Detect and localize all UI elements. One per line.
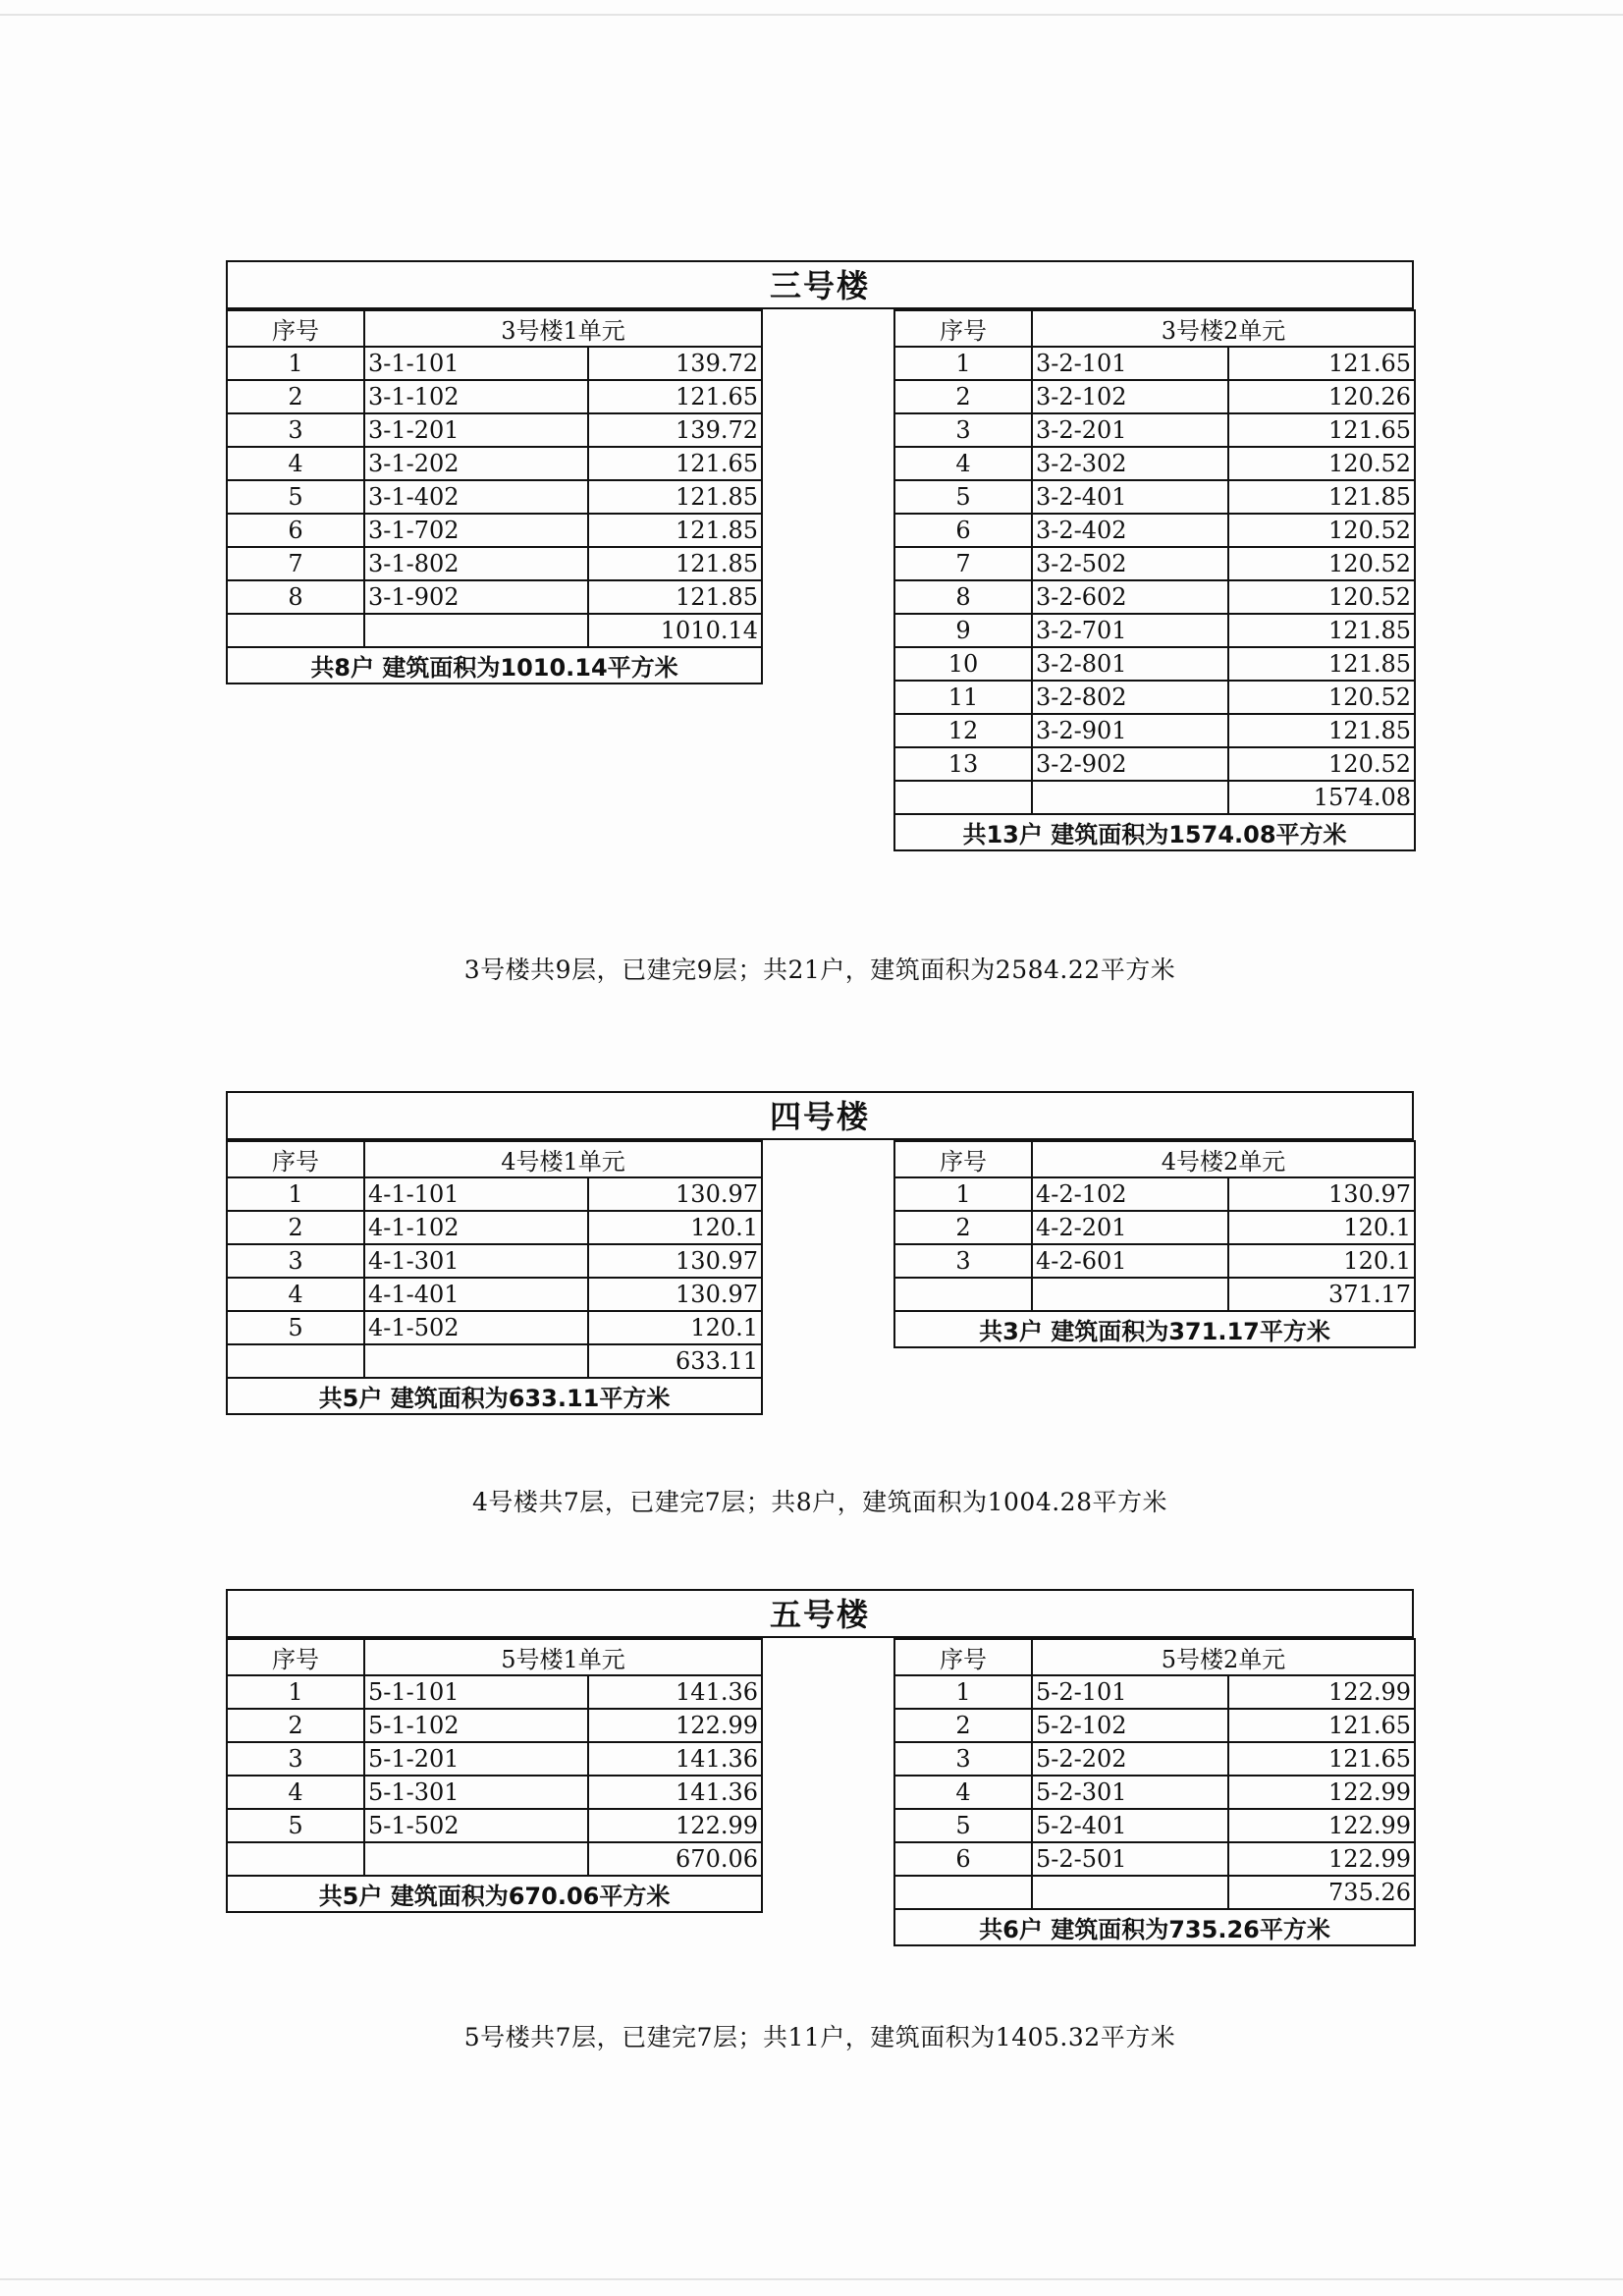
seq-cell: 1 bbox=[894, 1675, 1032, 1709]
table-row bbox=[227, 380, 762, 413]
room-cell: 5-1-301 bbox=[364, 1776, 588, 1809]
table-row bbox=[894, 747, 1415, 781]
area-cell: 122.99 bbox=[1228, 1776, 1415, 1809]
empty-cell bbox=[227, 614, 364, 647]
seq-cell: 6 bbox=[894, 514, 1032, 547]
seq-cell: 2 bbox=[227, 380, 364, 413]
empty-cell bbox=[364, 1842, 588, 1876]
building-5-section bbox=[226, 1589, 1414, 1982]
area-cell: 122.99 bbox=[588, 1709, 762, 1742]
table-row bbox=[894, 1177, 1415, 1211]
area-cell: 141.36 bbox=[588, 1675, 762, 1709]
seq-cell: 4 bbox=[894, 1776, 1032, 1809]
area-cell: 121.65 bbox=[588, 447, 762, 480]
area-cell: 130.97 bbox=[588, 1177, 762, 1211]
empty-cell bbox=[1032, 781, 1228, 814]
building-4-section bbox=[226, 1091, 1414, 1445]
room-cell: 4-1-101 bbox=[364, 1177, 588, 1211]
seq-cell: 3 bbox=[894, 413, 1032, 447]
table-row bbox=[894, 447, 1415, 480]
unit-summary: 共8户 建筑面积为1010.14平方米 bbox=[227, 647, 762, 683]
unit-summary: 共13户 建筑面积为1574.08平方米 bbox=[894, 814, 1415, 850]
room-cell: 3-1-402 bbox=[364, 480, 588, 514]
summary-row bbox=[894, 1311, 1415, 1347]
seq-cell: 9 bbox=[894, 614, 1032, 647]
seq-cell: 13 bbox=[894, 747, 1032, 781]
unit-summary: 共5户 建筑面积为633.11平方米 bbox=[227, 1378, 762, 1414]
unit-summary: 共3户 建筑面积为371.17平方米 bbox=[894, 1311, 1415, 1347]
seq-header: 序号 bbox=[894, 310, 1032, 347]
area-cell: 120.1 bbox=[1228, 1244, 1415, 1278]
seq-header: 序号 bbox=[227, 1639, 364, 1675]
room-cell: 4-1-301 bbox=[364, 1244, 588, 1278]
seq-cell: 3 bbox=[227, 413, 364, 447]
table-row bbox=[894, 547, 1415, 580]
area-cell: 130.97 bbox=[588, 1278, 762, 1311]
seq-header: 序号 bbox=[894, 1639, 1032, 1675]
unit-1-table bbox=[226, 1638, 763, 1913]
area-cell: 121.85 bbox=[1228, 480, 1415, 514]
table-header-row bbox=[894, 1639, 1415, 1675]
seq-cell: 5 bbox=[227, 1311, 364, 1344]
table-row bbox=[227, 580, 762, 614]
area-cell: 139.72 bbox=[588, 347, 762, 380]
room-cell: 3-2-201 bbox=[1032, 413, 1228, 447]
room-cell: 4-1-401 bbox=[364, 1278, 588, 1311]
building-3-note: 3号楼共9层，已建完9层；共21户，建筑面积为2584.22平方米 bbox=[463, 956, 1176, 984]
room-cell: 4-2-601 bbox=[1032, 1244, 1228, 1278]
unit-summary: 共5户 建筑面积为670.06平方米 bbox=[227, 1876, 762, 1912]
room-cell: 5-2-501 bbox=[1032, 1842, 1228, 1876]
table-row bbox=[227, 347, 762, 380]
table-row bbox=[227, 1742, 762, 1776]
room-cell: 3-2-101 bbox=[1032, 347, 1228, 380]
room-cell: 5-2-301 bbox=[1032, 1776, 1228, 1809]
table-row bbox=[227, 413, 762, 447]
unit-header: 3号楼2单元 bbox=[1032, 310, 1415, 347]
room-cell: 3-2-502 bbox=[1032, 547, 1228, 580]
empty-cell bbox=[894, 781, 1032, 814]
room-cell: 3-2-802 bbox=[1032, 681, 1228, 714]
room-cell: 3-1-201 bbox=[364, 413, 588, 447]
room-cell: 3-2-902 bbox=[1032, 747, 1228, 781]
area-cell: 121.85 bbox=[1228, 647, 1415, 681]
table-row bbox=[227, 480, 762, 514]
table-row bbox=[227, 1311, 762, 1344]
area-cell: 120.52 bbox=[1228, 580, 1415, 614]
unit-2-table bbox=[893, 309, 1416, 851]
area-cell: 120.26 bbox=[1228, 380, 1415, 413]
table-row bbox=[227, 1776, 762, 1809]
unit-1-table bbox=[226, 309, 763, 684]
summary-row bbox=[227, 647, 762, 683]
total-area-cell: 1574.08 bbox=[1228, 781, 1415, 814]
room-cell: 3-2-701 bbox=[1032, 614, 1228, 647]
total-row bbox=[227, 614, 762, 647]
seq-cell: 2 bbox=[894, 1211, 1032, 1244]
seq-cell: 8 bbox=[227, 580, 364, 614]
table-header-row bbox=[894, 310, 1415, 347]
room-cell: 5-1-502 bbox=[364, 1809, 588, 1842]
room-cell: 5-1-101 bbox=[364, 1675, 588, 1709]
seq-cell: 5 bbox=[227, 480, 364, 514]
building-3-section bbox=[226, 260, 1414, 908]
table-row bbox=[894, 1809, 1415, 1842]
scan-edge-bottom bbox=[0, 2278, 1623, 2280]
room-cell: 3-1-202 bbox=[364, 447, 588, 480]
area-cell: 130.97 bbox=[588, 1244, 762, 1278]
seq-cell: 7 bbox=[227, 547, 364, 580]
room-cell: 3-2-302 bbox=[1032, 447, 1228, 480]
total-area-cell: 735.26 bbox=[1228, 1876, 1415, 1909]
table-header-row bbox=[227, 1141, 762, 1177]
seq-cell: 11 bbox=[894, 681, 1032, 714]
seq-cell: 4 bbox=[227, 1776, 364, 1809]
total-row bbox=[227, 1842, 762, 1876]
total-row bbox=[894, 1278, 1415, 1311]
room-cell: 3-1-802 bbox=[364, 547, 588, 580]
table-row bbox=[894, 647, 1415, 681]
area-cell: 121.85 bbox=[588, 580, 762, 614]
empty-cell bbox=[1032, 1278, 1228, 1311]
area-cell: 120.52 bbox=[1228, 447, 1415, 480]
total-area-cell: 633.11 bbox=[588, 1344, 762, 1378]
room-cell: 5-2-101 bbox=[1032, 1675, 1228, 1709]
total-area-cell: 1010.14 bbox=[588, 614, 762, 647]
room-cell: 3-2-102 bbox=[1032, 380, 1228, 413]
seq-cell: 1 bbox=[894, 347, 1032, 380]
unit-1-table bbox=[226, 1140, 763, 1415]
room-cell: 5-1-102 bbox=[364, 1709, 588, 1742]
table-row bbox=[894, 1211, 1415, 1244]
room-cell: 4-1-102 bbox=[364, 1211, 588, 1244]
building-title: 五号楼 bbox=[226, 1589, 1414, 1638]
room-cell: 3-1-102 bbox=[364, 380, 588, 413]
seq-cell: 5 bbox=[894, 1809, 1032, 1842]
seq-cell: 4 bbox=[227, 447, 364, 480]
room-cell: 5-2-202 bbox=[1032, 1742, 1228, 1776]
summary-row bbox=[894, 814, 1415, 850]
room-cell: 3-2-401 bbox=[1032, 480, 1228, 514]
area-cell: 120.52 bbox=[1228, 747, 1415, 781]
room-cell: 3-2-901 bbox=[1032, 714, 1228, 747]
table-row bbox=[894, 1742, 1415, 1776]
seq-cell: 1 bbox=[227, 1675, 364, 1709]
area-cell: 121.65 bbox=[1228, 1709, 1415, 1742]
table-row bbox=[227, 1211, 762, 1244]
area-cell: 122.99 bbox=[1228, 1675, 1415, 1709]
area-cell: 121.65 bbox=[1228, 413, 1415, 447]
room-cell: 5-2-102 bbox=[1032, 1709, 1228, 1742]
room-cell: 4-1-502 bbox=[364, 1311, 588, 1344]
total-area-cell: 670.06 bbox=[588, 1842, 762, 1876]
seq-cell: 3 bbox=[894, 1742, 1032, 1776]
seq-cell: 5 bbox=[894, 480, 1032, 514]
table-row bbox=[894, 580, 1415, 614]
unit-summary: 共6户 建筑面积为735.26平方米 bbox=[894, 1909, 1415, 1945]
unit-header: 4号楼1单元 bbox=[364, 1141, 762, 1177]
seq-cell: 10 bbox=[894, 647, 1032, 681]
area-cell: 120.52 bbox=[1228, 514, 1415, 547]
room-cell: 5-1-201 bbox=[364, 1742, 588, 1776]
empty-cell bbox=[364, 614, 588, 647]
area-cell: 121.65 bbox=[1228, 1742, 1415, 1776]
seq-cell: 4 bbox=[894, 447, 1032, 480]
room-cell: 3-1-101 bbox=[364, 347, 588, 380]
table-row bbox=[227, 547, 762, 580]
empty-cell bbox=[227, 1344, 364, 1378]
room-cell: 3-2-602 bbox=[1032, 580, 1228, 614]
room-cell: 4-2-201 bbox=[1032, 1211, 1228, 1244]
area-cell: 121.65 bbox=[588, 380, 762, 413]
area-cell: 121.85 bbox=[1228, 614, 1415, 647]
table-row bbox=[894, 380, 1415, 413]
area-cell: 141.36 bbox=[588, 1776, 762, 1809]
table-row bbox=[894, 1675, 1415, 1709]
area-cell: 121.85 bbox=[588, 547, 762, 580]
table-row bbox=[894, 614, 1415, 647]
room-cell: 3-1-702 bbox=[364, 514, 588, 547]
total-row bbox=[227, 1344, 762, 1378]
table-header-row bbox=[227, 1639, 762, 1675]
area-cell: 122.99 bbox=[588, 1809, 762, 1842]
seq-header: 序号 bbox=[227, 310, 364, 347]
building-title: 三号楼 bbox=[226, 260, 1414, 309]
area-cell: 120.1 bbox=[588, 1311, 762, 1344]
table-row bbox=[227, 1244, 762, 1278]
empty-cell bbox=[1032, 1876, 1228, 1909]
seq-cell: 2 bbox=[894, 1709, 1032, 1742]
seq-cell: 4 bbox=[227, 1278, 364, 1311]
room-cell: 5-2-401 bbox=[1032, 1809, 1228, 1842]
table-row bbox=[894, 413, 1415, 447]
table-row bbox=[227, 447, 762, 480]
room-cell: 4-2-102 bbox=[1032, 1177, 1228, 1211]
seq-cell: 7 bbox=[894, 547, 1032, 580]
table-row bbox=[227, 1278, 762, 1311]
table-row bbox=[227, 1809, 762, 1842]
table-row bbox=[227, 514, 762, 547]
seq-cell: 2 bbox=[894, 380, 1032, 413]
seq-cell: 2 bbox=[227, 1709, 364, 1742]
empty-cell bbox=[894, 1876, 1032, 1909]
seq-cell: 1 bbox=[227, 1177, 364, 1211]
table-row bbox=[227, 1177, 762, 1211]
unit-2-table bbox=[893, 1140, 1416, 1348]
building-5-note: 5号楼共7层，已建完7层；共11户，建筑面积为1405.32平方米 bbox=[463, 2023, 1176, 2051]
seq-cell: 1 bbox=[894, 1177, 1032, 1211]
summary-row bbox=[227, 1876, 762, 1912]
table-row bbox=[894, 714, 1415, 747]
unit-header: 4号楼2单元 bbox=[1032, 1141, 1415, 1177]
area-cell: 141.36 bbox=[588, 1742, 762, 1776]
table-header-row bbox=[227, 310, 762, 347]
seq-cell: 8 bbox=[894, 580, 1032, 614]
summary-row bbox=[227, 1378, 762, 1414]
seq-cell: 1 bbox=[227, 347, 364, 380]
seq-cell: 3 bbox=[227, 1742, 364, 1776]
unit-2-table bbox=[893, 1638, 1416, 1946]
room-cell: 3-1-902 bbox=[364, 580, 588, 614]
area-cell: 120.1 bbox=[1228, 1211, 1415, 1244]
area-cell: 121.65 bbox=[1228, 347, 1415, 380]
seq-cell: 3 bbox=[227, 1244, 364, 1278]
building-4-note: 4号楼共7层，已建完7层；共8户，建筑面积为1004.28平方米 bbox=[471, 1488, 1167, 1516]
area-cell: 122.99 bbox=[1228, 1842, 1415, 1876]
scan-edge-top bbox=[0, 14, 1623, 16]
summary-row bbox=[894, 1909, 1415, 1945]
table-row bbox=[894, 1709, 1415, 1742]
seq-cell: 3 bbox=[894, 1244, 1032, 1278]
area-cell: 120.52 bbox=[1228, 547, 1415, 580]
area-cell: 130.97 bbox=[1228, 1177, 1415, 1211]
area-cell: 122.99 bbox=[1228, 1809, 1415, 1842]
seq-header: 序号 bbox=[894, 1141, 1032, 1177]
seq-cell: 6 bbox=[894, 1842, 1032, 1876]
unit-header: 5号楼2单元 bbox=[1032, 1639, 1415, 1675]
area-cell: 139.72 bbox=[588, 413, 762, 447]
table-row bbox=[894, 514, 1415, 547]
table-row bbox=[227, 1675, 762, 1709]
unit-header: 5号楼1单元 bbox=[364, 1639, 762, 1675]
empty-cell bbox=[364, 1344, 588, 1378]
unit-header: 3号楼1单元 bbox=[364, 310, 762, 347]
room-cell: 3-2-801 bbox=[1032, 647, 1228, 681]
area-cell: 120.52 bbox=[1228, 681, 1415, 714]
building-title: 四号楼 bbox=[226, 1091, 1414, 1140]
area-cell: 121.85 bbox=[588, 514, 762, 547]
table-row bbox=[894, 681, 1415, 714]
empty-cell bbox=[227, 1842, 364, 1876]
area-cell: 120.1 bbox=[588, 1211, 762, 1244]
total-row bbox=[894, 1876, 1415, 1909]
table-header-row bbox=[894, 1141, 1415, 1177]
table-row bbox=[894, 480, 1415, 514]
area-cell: 121.85 bbox=[588, 480, 762, 514]
seq-cell: 6 bbox=[227, 514, 364, 547]
seq-header: 序号 bbox=[227, 1141, 364, 1177]
total-area-cell: 371.17 bbox=[1228, 1278, 1415, 1311]
area-cell: 121.85 bbox=[1228, 714, 1415, 747]
seq-cell: 5 bbox=[227, 1809, 364, 1842]
table-row bbox=[894, 1776, 1415, 1809]
table-row bbox=[894, 1244, 1415, 1278]
table-row bbox=[894, 347, 1415, 380]
table-row bbox=[894, 1842, 1415, 1876]
seq-cell: 2 bbox=[227, 1211, 364, 1244]
seq-cell: 12 bbox=[894, 714, 1032, 747]
total-row bbox=[894, 781, 1415, 814]
table-row bbox=[227, 1709, 762, 1742]
room-cell: 3-2-402 bbox=[1032, 514, 1228, 547]
empty-cell bbox=[894, 1278, 1032, 1311]
